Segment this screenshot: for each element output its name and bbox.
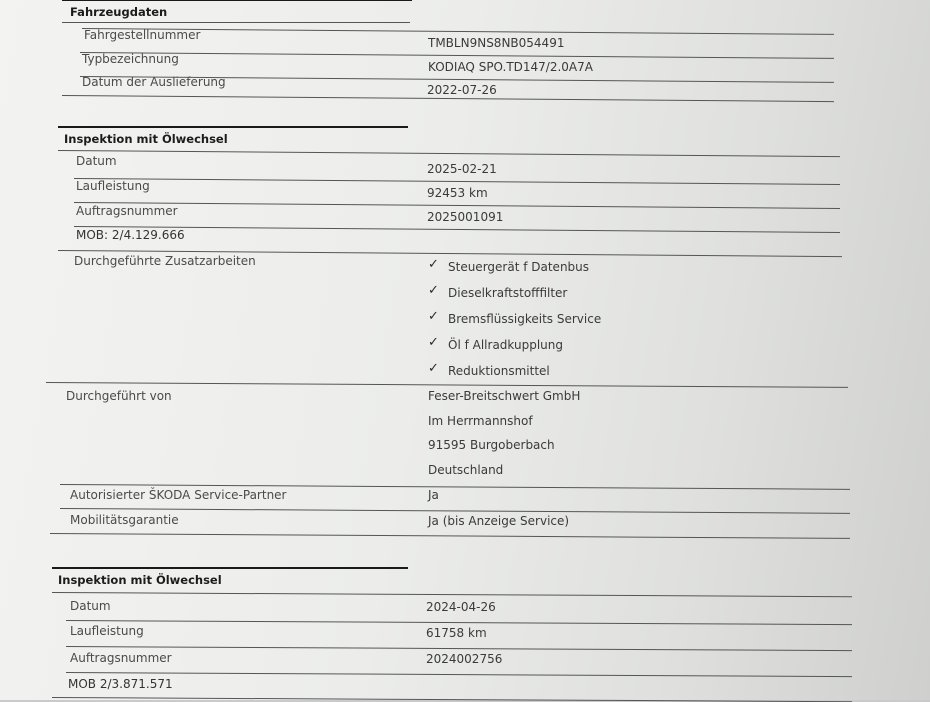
value-delivery-date: 2022-07-26 [427, 83, 497, 97]
section-title-bar [52, 567, 408, 569]
label-extra-work: Durchgeführte Zusatzarbeiten [74, 254, 256, 268]
section-title-vehicle-data: Fahrzeugdaten [70, 5, 167, 19]
row-rule [46, 382, 848, 388]
row-rule [58, 150, 840, 157]
dealer-country: Deutschland [428, 463, 504, 477]
label-type: Typbezeichnung [82, 52, 179, 66]
dealer-city: 91595 Burgoberbach [428, 438, 555, 452]
row-rule [50, 533, 850, 539]
section-title-inspection-1: Inspektion mit Ölwechsel [64, 132, 228, 146]
check-icon: ✓ [428, 309, 439, 324]
row-rule [52, 592, 852, 597]
mob-number: MOB: 2/4.129.666 [76, 228, 185, 242]
check-icon: ✓ [428, 361, 439, 376]
check-icon: ✓ [428, 335, 439, 350]
value-mileage: 92453 km [427, 186, 488, 200]
row-rule [80, 52, 834, 59]
mob-number: MOB 2/3.871.571 [68, 677, 173, 691]
label-mobility: Mobilitätsgarantie [70, 513, 179, 527]
label-vin: Fahrgestellnummer [84, 28, 201, 42]
value-vin: TMBLN9NS8NB054491 [428, 36, 565, 50]
label-order-number: Auftragsnummer [76, 204, 178, 218]
value-date: 2025-02-21 [427, 162, 497, 176]
label-date: Datum [76, 154, 117, 168]
section-title-bar [58, 126, 408, 128]
row-rule [66, 672, 852, 677]
extra-work-item: Öl f Allradkupplung [448, 338, 563, 352]
section-title-inspection-2: Inspektion mit Ölwechsel [58, 573, 222, 587]
dealer-street: Im Herrmannshof [428, 414, 533, 428]
value-date: 2024-04-26 [426, 600, 496, 614]
value-order-number: 2024002756 [426, 652, 503, 666]
row-rule [62, 22, 410, 23]
label-authorized-partner: Autorisierter ŠKODA Service-Partner [70, 488, 287, 502]
value-order-number: 2025001091 [427, 210, 504, 224]
row-rule [66, 646, 852, 651]
section-title-bar [62, 0, 412, 1]
value-type: KODIAQ SPO.TD147/2.0A7A [428, 60, 593, 74]
label-date: Datum [70, 599, 111, 613]
check-icon: ✓ [428, 257, 439, 272]
label-delivery-date: Datum der Auslieferung [82, 75, 226, 89]
value-mileage: 61758 km [426, 626, 487, 640]
extra-work-item: Steuergerät f Datenbus [448, 260, 590, 274]
value-authorized-partner: Ja [428, 488, 439, 502]
row-rule [74, 226, 840, 233]
extra-work-item: Dieselkraftstofffilter [448, 286, 568, 300]
label-order-number: Auftragsnummer [70, 651, 172, 665]
row-rule [74, 202, 840, 209]
row-rule [74, 178, 840, 185]
extra-work-item: Reduktionsmittel [448, 364, 550, 378]
value-mobility: Ja (bis Anzeige Service) [428, 514, 570, 528]
dealer-name: Feser-Breitschwert GmbH [428, 389, 581, 403]
label-mileage: Laufleistung [76, 179, 150, 193]
extra-work-item: Bremsflüssigkeits Service [448, 312, 602, 326]
check-icon: ✓ [428, 283, 439, 298]
label-performed-by: Durchgeführt von [66, 389, 172, 403]
row-rule [66, 620, 852, 625]
label-mileage: Laufleistung [70, 624, 144, 638]
